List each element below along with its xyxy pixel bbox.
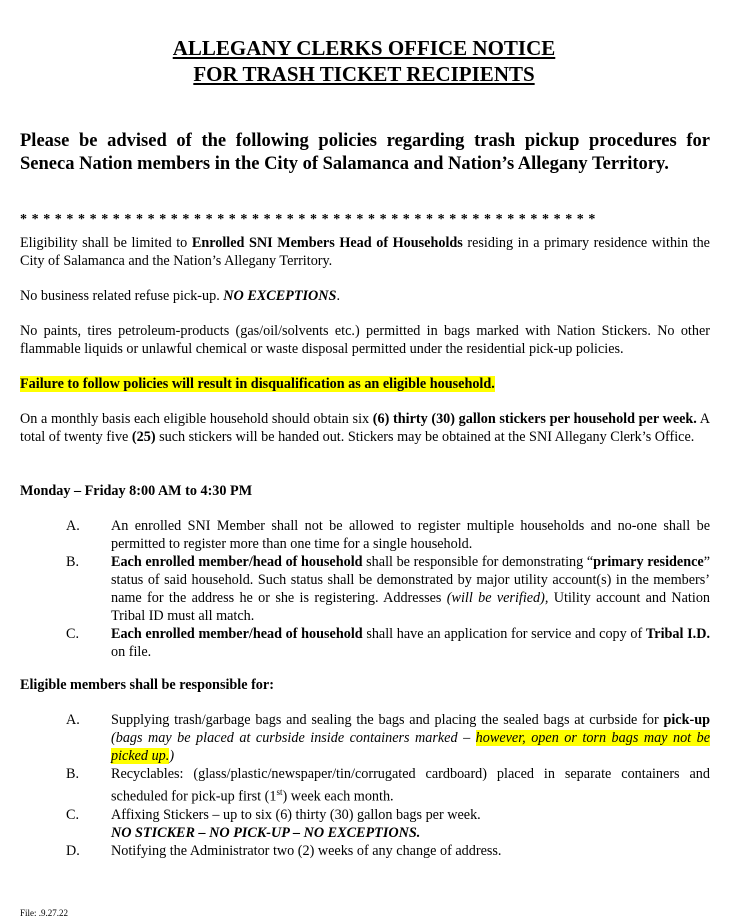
monthly-bold-1: (6) thirty (30) gallon stickers per household per week. [372,411,697,427]
list-letter: B. [66,766,80,782]
rule-c-end: on file. [111,644,152,660]
rule-c-bold-2: Tribal I.D. [645,626,710,642]
list-letter: A. [66,712,80,728]
list-item [66,765,710,806]
eligibility-bold: Enrolled SNI Members Head of Households [191,235,463,251]
rule-b-text-2: ” status of said household. Such status shall be demonstrated by major utility account(s) in the members’ name for the address he or she is registering. Addresses [111,554,710,606]
paints-paragraph: No paints, tires petroleum-products (gas/oil/solvents etc.) permitted in bags marked with Nation Stickers. No other flammable liquids or unlawful chemical or waste disposal permitted under the residential pick-up policies. [20,323,710,357]
rule-c-bold-1: Each enrolled member/head of household [111,626,363,642]
resp-a-text [111,711,710,765]
file-footer: File: .9.27.22 [20,908,69,918]
resp-b-text-2: ) week each month. [282,788,394,805]
resp-b-sup: st [276,787,283,797]
rule-a-text: An enrolled SNI Member shall not be allowed to register multiple households and no-one shall be permitted to register more than one time for a single household. [111,518,710,552]
monthly-paragraph [20,410,710,446]
monthly-mid: A total of twenty five [20,411,710,445]
rule-c-text [111,625,710,661]
list-item [66,806,710,842]
list-letter: A. [66,518,80,534]
hours-paragraph [20,482,710,500]
responsibilities-list [66,711,710,860]
resp-c-text [111,806,710,842]
failure-paragraph [20,375,710,393]
list-item [66,553,710,625]
resp-a-bold: pick-up [663,712,710,728]
rule-b-bold-1: Each enrolled member/head of household [111,554,363,570]
rule-b-text-1: shall be responsible for demonstrating “ [362,554,594,570]
separator: ************************************************** [20,212,600,227]
rule-b-italic: (will be verified) [446,590,545,606]
eligibility-paragraph [20,234,710,270]
list-item [66,842,710,860]
business-end: . [336,288,340,304]
responsible-heading [20,676,710,694]
list-item [66,711,710,765]
monthly-pre: On a monthly basis each eligible household should obtain six [20,411,373,427]
eligibility-pre: Eligibility shall be limited to [20,235,192,251]
resp-d-text: Notifying the Administrator two (2) weeks of any change of address. [111,842,502,859]
list-letter: C. [66,806,80,823]
list-letter: D. [66,842,80,859]
business-emphasis: NO EXCEPTIONS [223,288,337,304]
list-letter: C. [66,626,80,642]
failure-text: Failure to follow policies will result in disqualification as an eligible household. [20,376,495,392]
resp-a-close: ) [169,748,175,764]
resp-b-text-1: Recyclables: (glass/plastic/newspaper/tin/corrugated cardboard) placed in separate containers and scheduled for pick-up first (1 [111,766,710,805]
list-item [66,625,710,661]
responsible-heading-text: Eligible members shall be responsible for: [20,677,274,693]
business-text: No business related refuse pick-up. [20,288,224,304]
list-letter: B. [66,554,80,570]
resp-b-text [111,765,710,806]
rule-b-text-3: , Utility account and Nation Tribal ID must all match. [111,590,711,624]
monthly-bold-2: (25) [131,429,156,445]
list-item [66,517,710,553]
title-line-2: FOR TRASH TICKET RECIPIENTS [193,62,535,86]
rule-b-bold-2: primary residence [593,554,704,570]
rule-b-text [111,553,710,625]
resp-a-italic: (bags may be placed at curbside inside containers marked – [111,730,476,746]
rule-c-text-1: shall have an application for service and copy of [362,626,646,642]
business-paragraph [20,287,710,305]
hours-text: Monday – Friday 8:00 AM to 4:30 PM [20,483,253,499]
resp-a-highlight: however, open or torn bags may not be picked up. [111,730,710,764]
resp-c-text-1: Affixing Stickers – up to six (6) thirty (30) gallon bags per week. [111,806,481,823]
title-line-1: ALLEGANY CLERKS OFFICE NOTICE [172,36,556,60]
monthly-post: such stickers will be handed out. Stickers may be obtained at the SNI Allegany Clerk’s Office. [155,429,695,445]
resp-a-text-1: Supplying trash/garbage bags and sealing the bags and placing the sealed bags at curbside for [111,712,664,728]
intro-paragraph: Please be advised of the following policies regarding trash pickup procedures for Seneca Nation members in the City of Salamanca and Nation’s Allegany Territory. [20,131,710,174]
rules-list [66,517,710,661]
resp-c-bold: NO STICKER – NO PICK-UP – NO EXCEPTIONS. [111,824,421,841]
eligibility-post: residing in a primary residence within the City of Salamanca and the Nation’s Allegany Territory. [20,235,710,269]
